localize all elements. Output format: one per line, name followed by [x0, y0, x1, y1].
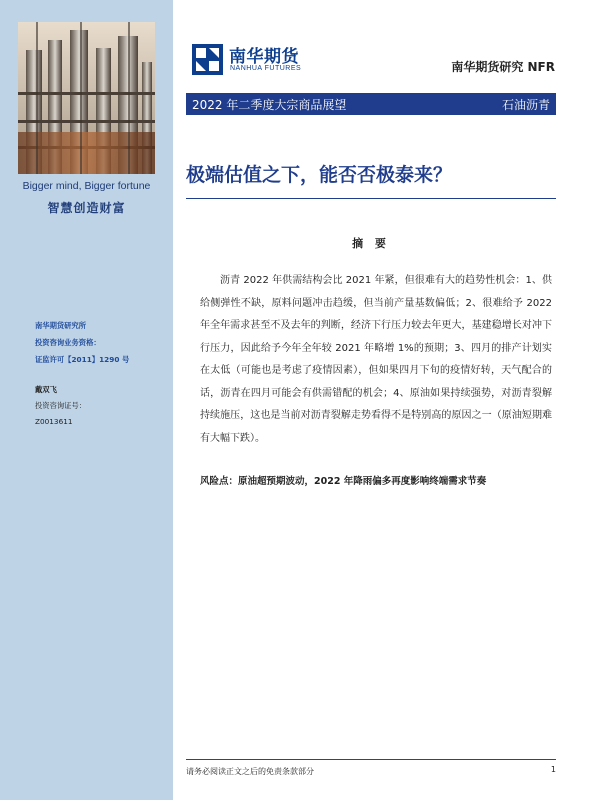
abstract-heading: 摘 要 [352, 237, 390, 250]
qualification-label: 投资咨询业务资格： [35, 338, 101, 347]
research-label: 南华期货研究 NFR [451, 60, 555, 74]
analyst-cert-number: Z0013611 [35, 417, 73, 426]
risk-note: 风险点：原油超预期波动，2022 年降雨偏多再度影响终端需求节奏 [200, 476, 487, 487]
analyst-info [35, 382, 170, 430]
report-banner [186, 93, 556, 115]
abstract-body: 沥青 2022 年供需结构会比 2021 年紧，但很难有大的趋势性机会：1、供给侧弹性不缺，原料问题冲击趋缓，但当前产量基数偏低；2、很难给予 2022 年全年需求甚至不及去年的判断，经济下行压力较去年更大，基建稳增长对冲下行压力，因此给予今年全年较 2021 年略增 1%的预期；3、四月的排产计划实在太低（可能也是考虑了疫情因素），但如果四月下旬的疫情好转，天气配合的话，沥青在四月可能会有供需错配的机会；4、原油如果持续强势，对沥青裂解持续施压，这也是当前对沥青裂解走势看得不是特别高的原因之一（原油短期难有大幅下跌）。 [200, 275, 552, 444]
institute-name: 南华期货研究所 [35, 321, 87, 330]
logo-chinese-name: 南华期货 [229, 47, 299, 67]
refinery-illustration [18, 22, 155, 174]
nanhua-logo-icon [192, 44, 223, 75]
logo-english-name: NANHUA FUTURES [230, 65, 302, 72]
sidebar [0, 0, 173, 800]
page-number: 1 [550, 765, 556, 774]
disclaimer-note: 请务必阅读正文之后的免责条款部分 [186, 767, 314, 776]
banner-commodity: 石油沥青 [501, 98, 550, 112]
report-title: 极端估值之下，能否否极泰来？ [186, 164, 453, 186]
analyst-cert-label: 投资咨询证号： [35, 401, 87, 410]
license-number: 证监许可【2011】1290 号 [35, 355, 130, 364]
institute-info [35, 317, 170, 368]
refinery-photo [18, 22, 155, 174]
footer-divider [186, 759, 556, 760]
banner-series-title: 2022 年二季度大宗商品展望 [192, 98, 347, 112]
title-divider [186, 198, 556, 199]
analyst-name: 戴双飞 [35, 385, 57, 394]
tagline-english: Bigger mind, Bigger fortune [22, 180, 151, 192]
tagline-chinese: 智慧创造财富 [47, 201, 126, 215]
